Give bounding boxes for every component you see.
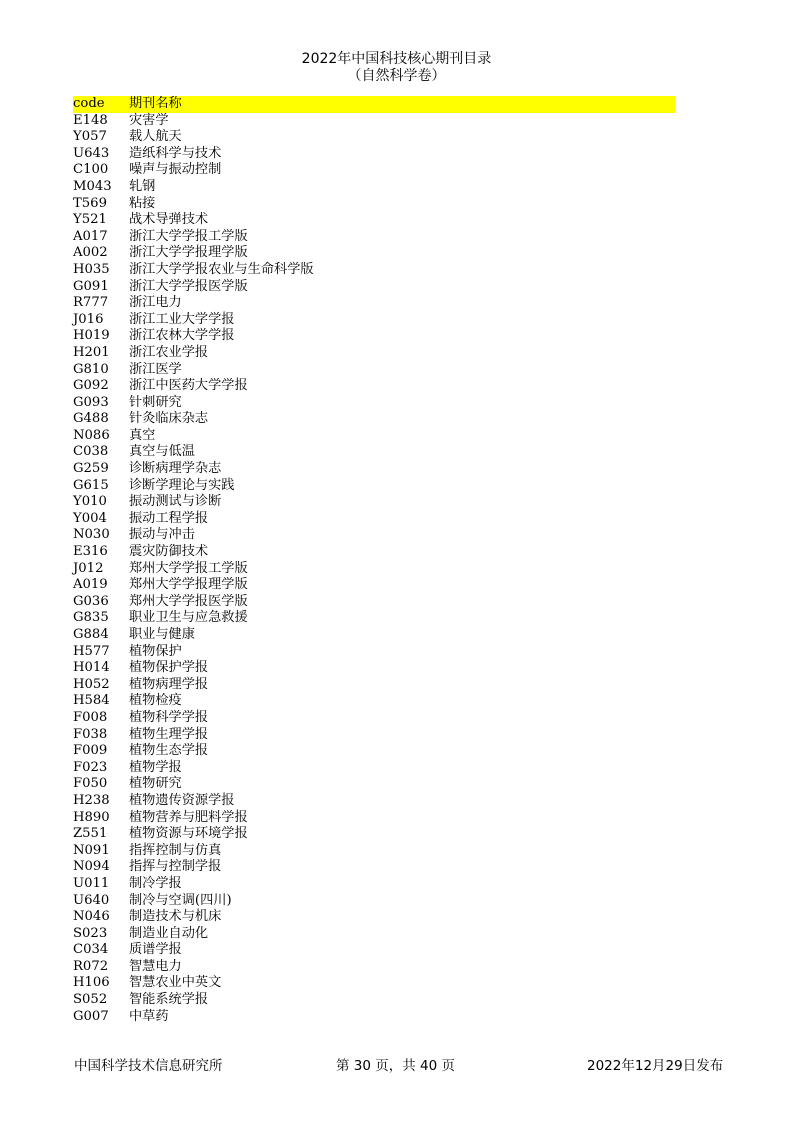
journal-name: 植物保护学报 <box>129 660 209 676</box>
journal-code: S052 <box>73 992 108 1008</box>
table-row <box>73 561 675 578</box>
table-row <box>73 594 675 611</box>
journal-name: 战术导弹技术 <box>129 212 209 228</box>
journal-code: U643 <box>73 145 110 161</box>
table-row <box>73 693 675 710</box>
journal-code: G007 <box>73 1008 109 1024</box>
journal-code: G835 <box>73 610 109 626</box>
journal-name: 植物学报 <box>129 759 182 775</box>
journal-name: 浙江中医药大学学报 <box>129 378 248 394</box>
page-title: 2022年中国科技核心期刊目录 <box>301 51 492 67</box>
journal-name: 指挥控制与仿真 <box>129 842 222 858</box>
journal-name: 制造业自动化 <box>129 925 209 941</box>
journal-code: R072 <box>73 958 109 974</box>
journal-name: 制冷与空调(四川) <box>129 892 232 908</box>
journal-code: M043 <box>73 178 112 194</box>
journal-code: R777 <box>73 295 109 311</box>
journal-code: G259 <box>73 461 109 477</box>
journal-code: N094 <box>73 859 110 875</box>
table-row <box>73 876 675 893</box>
journal-name: 郑州大学学报医学版 <box>129 593 248 609</box>
journal-code: J012 <box>73 560 104 576</box>
journal-name: 造纸科学与技术 <box>129 145 222 161</box>
journal-name: 灾害学 <box>129 112 169 128</box>
journal-name: 智慧农业中英文 <box>129 975 222 991</box>
journal-code: Y010 <box>73 494 107 510</box>
table-row <box>73 179 675 196</box>
column-header-name: 期刊名称 <box>129 96 182 111</box>
table-row <box>73 644 675 661</box>
table-row <box>73 328 675 345</box>
table-row <box>73 295 675 312</box>
journal-name: 植物研究 <box>129 776 182 792</box>
table-row <box>73 478 675 495</box>
journal-code: F009 <box>73 743 108 759</box>
journal-code: E148 <box>73 112 108 128</box>
journal-code: N086 <box>73 427 110 443</box>
journal-name: 针刺研究 <box>129 394 182 410</box>
journal-code: U640 <box>73 892 110 908</box>
table-row <box>73 229 675 246</box>
table-row <box>73 926 675 943</box>
journal-name: 浙江大学学报工学版 <box>129 228 248 244</box>
journal-code: N091 <box>73 842 110 858</box>
table-row <box>73 196 675 213</box>
journal-name: 植物遗传资源学报 <box>129 792 235 808</box>
table-row <box>73 212 675 229</box>
journal-code: G884 <box>73 627 109 642</box>
journal-name: 振动工程学报 <box>129 510 209 526</box>
journal-name: 振动与冲击 <box>129 527 195 543</box>
table-row <box>73 511 675 528</box>
table-row <box>73 810 675 827</box>
journal-code: F008 <box>73 709 108 725</box>
journal-name: 植物生理学报 <box>129 726 209 742</box>
table-row <box>73 262 675 279</box>
journal-code: A017 <box>73 228 108 244</box>
journal-name: 粘接 <box>129 195 156 211</box>
journal-name: 振动测试与诊断 <box>129 494 222 510</box>
journal-code: G036 <box>73 593 109 609</box>
journal-code: E316 <box>73 544 108 560</box>
journal-table <box>73 96 675 1025</box>
journal-name: 植物检疫 <box>129 693 182 709</box>
table-row <box>73 527 675 544</box>
journal-code: H035 <box>73 261 110 277</box>
journal-code: F038 <box>73 726 108 742</box>
journal-name: 真空 <box>129 427 156 443</box>
table-row <box>73 760 675 777</box>
journal-name: 智慧电力 <box>129 958 182 974</box>
journal-name: 植物资源与环境学报 <box>129 826 248 842</box>
journal-name: 浙江农业学报 <box>129 344 209 360</box>
journal-name: 职业与健康 <box>129 627 195 642</box>
journal-name: 植物营养与肥料学报 <box>129 809 248 825</box>
journal-code: G091 <box>73 278 109 294</box>
journal-name: 制冷学报 <box>129 875 182 891</box>
table-row <box>73 992 675 1009</box>
journal-code: H201 <box>73 344 110 360</box>
table-row <box>73 162 675 179</box>
journal-name: 职业卫生与应急救援 <box>129 610 248 626</box>
journal-code: N046 <box>73 909 110 925</box>
journal-name: 诊断病理学杂志 <box>129 461 222 477</box>
table-row <box>73 245 675 262</box>
table-row <box>73 942 675 959</box>
journal-code: H238 <box>73 792 110 808</box>
journal-name: 质谱学报 <box>129 942 182 958</box>
journal-code: U011 <box>73 875 110 891</box>
table-row <box>73 362 675 379</box>
table-row <box>73 577 675 594</box>
table-row <box>73 146 675 163</box>
table-row <box>73 826 675 843</box>
journal-name: 浙江医学 <box>129 361 182 377</box>
table-row <box>73 113 675 130</box>
journal-name: 中草药 <box>129 1008 169 1024</box>
table-row <box>73 710 675 727</box>
journal-code: N030 <box>73 527 110 543</box>
footer-date: 2022年12月29日发布 <box>587 1058 724 1074</box>
journal-name: 郑州大学学报工学版 <box>129 560 248 576</box>
journal-code: J016 <box>73 311 104 327</box>
table-row <box>73 378 675 395</box>
table-row <box>73 893 675 910</box>
footer-page-info: 第 30 页，共 40 页 <box>336 1058 456 1074</box>
journal-name: 浙江工业大学学报 <box>129 311 235 327</box>
table-row <box>73 345 675 362</box>
table-row <box>73 909 675 926</box>
table-row <box>73 975 675 992</box>
table-row <box>73 444 675 461</box>
table-row <box>73 411 675 428</box>
journal-code: H014 <box>73 660 110 676</box>
journal-code: H019 <box>73 328 110 344</box>
journal-name: 针灸临床杂志 <box>129 411 209 427</box>
journal-name: 浙江大学学报农业与生命科学版 <box>129 261 314 277</box>
journal-name: 载人航天 <box>129 129 182 145</box>
journal-code: C100 <box>73 162 109 178</box>
journal-name: 智能系统学报 <box>129 992 209 1008</box>
journal-code: F050 <box>73 776 108 792</box>
journal-name: 噪声与振动控制 <box>129 162 222 178</box>
journal-code: H052 <box>73 676 110 692</box>
column-header-code: code <box>73 96 105 111</box>
journal-name: 轧钢 <box>129 178 156 194</box>
journal-name: 浙江大学学报医学版 <box>129 278 248 294</box>
journal-code: C038 <box>73 444 109 460</box>
journal-code: C034 <box>73 942 109 958</box>
journal-code: H584 <box>73 693 110 709</box>
table-row <box>73 959 675 976</box>
journal-name: 浙江农林大学学报 <box>129 328 235 344</box>
table-row <box>73 793 675 810</box>
journal-code: H106 <box>73 975 110 991</box>
journal-name: 指挥与控制学报 <box>129 859 222 875</box>
journal-name: 浙江电力 <box>129 295 182 311</box>
journal-name: 真空与低温 <box>129 444 195 460</box>
table-row <box>73 776 675 793</box>
table-row <box>73 610 675 627</box>
table-row <box>73 428 675 445</box>
table-row <box>73 129 675 146</box>
table-row <box>73 843 675 860</box>
journal-code: Y004 <box>73 510 107 526</box>
journal-code: H890 <box>73 809 110 825</box>
journal-code: Y057 <box>73 129 107 145</box>
journal-code: Y521 <box>73 212 107 228</box>
journal-code: F023 <box>73 759 108 775</box>
table-row <box>73 677 675 694</box>
table-row <box>73 461 675 478</box>
journal-code: G093 <box>73 394 109 410</box>
journal-code: G488 <box>73 411 109 427</box>
table-row <box>73 1009 675 1026</box>
journal-code: T569 <box>73 195 107 211</box>
journal-name: 郑州大学学报理学版 <box>129 577 248 593</box>
table-row <box>73 544 675 561</box>
journal-name: 震灾防御技术 <box>129 544 209 560</box>
journal-name: 植物保护 <box>129 643 182 659</box>
journal-code: A002 <box>73 245 108 261</box>
table-row <box>73 395 675 412</box>
table-row <box>73 727 675 744</box>
journal-name: 浙江大学学报理学版 <box>129 245 248 261</box>
journal-name: 植物科学学报 <box>129 709 209 725</box>
table-row <box>73 494 675 511</box>
table-row <box>73 660 675 677</box>
journal-name: 诊断学理论与实践 <box>129 477 235 493</box>
table-row <box>73 279 675 296</box>
journal-name: 制造技术与机床 <box>129 909 222 925</box>
page-subtitle: （自然科学卷） <box>347 68 446 84</box>
journal-code: A019 <box>73 577 108 593</box>
journal-code: Z551 <box>73 826 108 842</box>
journal-code: G092 <box>73 378 109 394</box>
footer-publisher: 中国科学技术信息研究所 <box>74 1058 223 1074</box>
table-row <box>73 312 675 329</box>
journal-code: G810 <box>73 361 109 377</box>
table-row <box>73 627 675 644</box>
table-row <box>73 859 675 876</box>
table-header-row <box>73 96 675 113</box>
table-row <box>73 743 675 760</box>
journal-code: H577 <box>73 643 110 659</box>
journal-code: G615 <box>73 477 109 493</box>
journal-code: S023 <box>73 925 108 941</box>
journal-name: 植物生态学报 <box>129 743 209 759</box>
table-body <box>73 113 675 1026</box>
journal-name: 植物病理学报 <box>129 676 209 692</box>
